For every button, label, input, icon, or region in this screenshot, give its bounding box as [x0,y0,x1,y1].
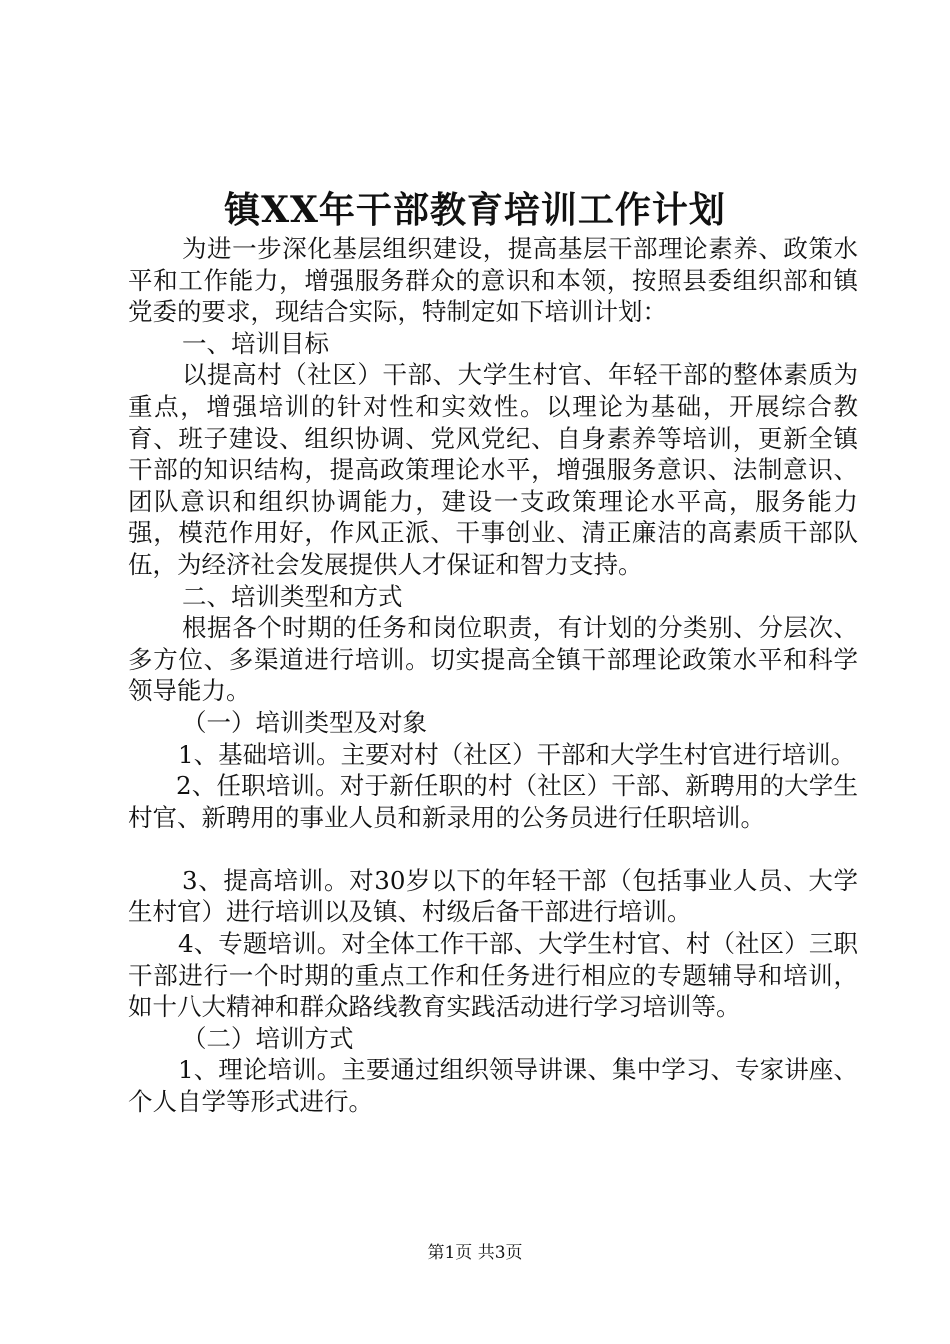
list-item-theory-training: 1、理论培训。主要通过组织领导讲课、集中学习、专家讲座、个人自学等形式进行。 [128,1055,858,1117]
intro-paragraph: 为进一步深化基层组织建设，提高基层干部理论素养、政策水平和工作能力，增强服务群众的意识和本领，按照县委组织部和镇党委的要求，现结合实际，特制定如下培训计划： [128,234,858,327]
blank-line [128,833,858,865]
document-body [128,233,858,1118]
list-item-advanced-training: 3、提高培训。对30岁以下的年轻干部（包括事业人员、大学生村官）进行培训以及镇、村级后备干部进行培训。 [128,865,858,927]
list-item-basic-training: 1、基础培训。主要对村（社区）干部和大学生村官进行培训。 [178,739,856,769]
goals-paragraph: 以提高村（社区）干部、大学生村官、年轻干部的整体素质为重点，增强培训的针对性和实效性。以理论为基础，开展综合教育、班子建设、组织协调、党风党纪、自身素养等培训，更新全镇干部的知识结构，提高政策理论水平，增强服务意识、法制意识、团队意识和组织协调能力，建设一支政策理论水平高，服务能力强，模范作用好，作风正派、干事创业、清正廉洁的高素质干部队伍，为经济社会发展提供人才保证和智力支持。 [128,360,858,579]
subheading-types-targets: （一）培训类型及对象 [182,707,427,737]
page-footer: 第1页 共3页 [427,1243,523,1263]
types-paragraph: 根据各个时期的任务和岗位职责，有计划的分类别、分层次、多方位、多渠道进行培训。切实提高全镇干部理论政策水平和科学领导能力。 [128,613,858,706]
list-item-onboarding-training: 2、任职培训。对于新任职的村（社区）干部、新聘用的大学生村官、新聘用的事业人员和新录用的公务员进行任职培训。 [128,771,858,832]
document-title: 镇XX年干部教育培训工作计划 [224,189,726,231]
subheading-training-methods: （二）培训方式 [182,1023,354,1053]
section-heading-types: 二、培训类型和方式 [182,581,403,611]
section-heading-goals: 一、培训目标 [182,328,329,358]
list-item-topic-training: 4、专题培训。对全体工作干部、大学生村官、村（社区）三职干部进行一个时期的重点工作和任务进行相应的专题辅导和培训，如十八大精神和群众路线教育实践活动进行学习培训等。 [128,929,858,1022]
